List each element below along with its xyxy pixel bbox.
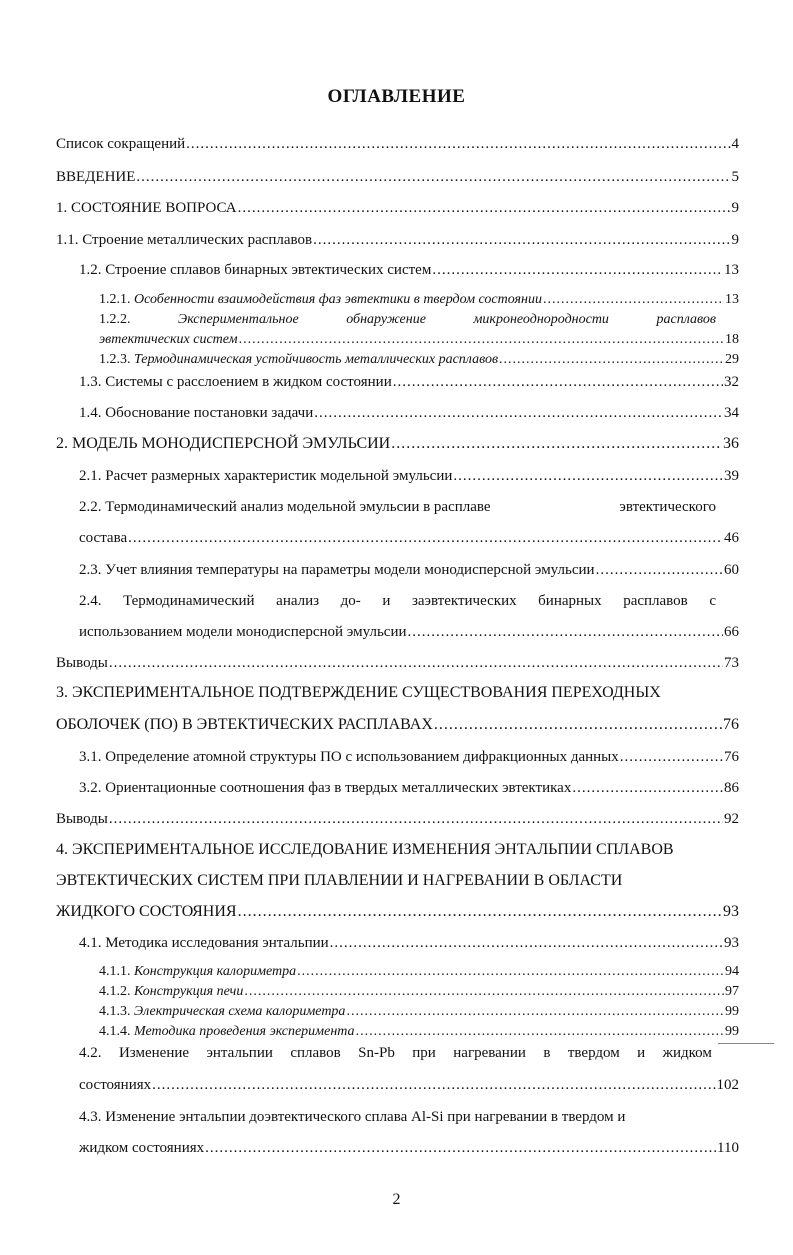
leader-dots xyxy=(393,372,723,392)
toc-entry-text: Выводы xyxy=(56,655,108,671)
toc-entry xyxy=(99,1022,739,1042)
toc-entry-number: 2.4. xyxy=(79,593,102,609)
toc-entry xyxy=(56,434,739,454)
toc-entry-text: 1.2. Строение сплавов бинарных эвтектических систем xyxy=(79,262,432,278)
toc-entry-line1 xyxy=(79,591,716,611)
toc-entry-text: эвтектических систем xyxy=(99,332,238,347)
toc-entry-number: 1.2.2. xyxy=(99,312,131,327)
leader-dots xyxy=(109,809,723,829)
toc-page-number: 102 xyxy=(716,1077,739,1093)
toc-entry xyxy=(79,1138,739,1158)
toc-page-number: 92 xyxy=(724,811,739,827)
toc-entry xyxy=(56,230,739,250)
leader-dots xyxy=(239,330,724,350)
toc-entry xyxy=(56,167,739,187)
toc-entry-word: эвтектического xyxy=(619,499,716,515)
leader-dots xyxy=(313,230,730,250)
toc-entry-text: использованием модели монодисперсной эмульсии xyxy=(79,624,407,640)
toc-entry-text: Конструкция печи xyxy=(134,984,244,999)
leader-dots xyxy=(499,350,724,370)
toc-entry-word: нагревании xyxy=(453,1045,526,1061)
toc-entry-text: 4.3. Изменение энтальпии доэвтектического сплава Al-Si при нагревании в твердом и xyxy=(79,1109,626,1125)
toc-page-number: 4 xyxy=(731,136,739,152)
leader-dots xyxy=(453,466,723,486)
toc-entry xyxy=(56,198,739,218)
toc-entry-word: с xyxy=(709,593,716,609)
toc-entry-text: ВВЕДЕНИЕ xyxy=(56,169,136,185)
toc-page-number: 5 xyxy=(731,169,739,185)
toc-entry-line1 xyxy=(79,497,716,517)
toc-entry-word: расплавов xyxy=(656,312,716,327)
toc-entry-number: 4.2. xyxy=(79,1045,102,1061)
leader-dots xyxy=(391,434,722,454)
toc-entry xyxy=(79,933,739,953)
toc-page-number: 99 xyxy=(725,1024,739,1039)
toc-page-number: 93 xyxy=(724,935,739,951)
toc-entry-word: Экспериментальное xyxy=(178,312,299,327)
toc-entry-text: Список сокращений xyxy=(56,136,186,152)
toc-page-number: 13 xyxy=(725,292,739,307)
leader-dots xyxy=(543,290,724,310)
toc-entry-number: 1.2.1. xyxy=(99,292,131,307)
toc-entry-word: Изменение xyxy=(118,1045,190,1061)
toc-entry-text: 4.1. Методика исследования энтальпии xyxy=(79,935,329,951)
leader-dots xyxy=(205,1138,716,1158)
toc-entry-line2 xyxy=(56,871,716,891)
toc-entry xyxy=(99,350,739,370)
toc-page-number: 32 xyxy=(724,374,739,390)
leader-dots xyxy=(314,403,723,423)
toc-entry-word: Sn-Pb xyxy=(358,1045,395,1061)
toc-page-number: 9 xyxy=(731,200,739,216)
toc-entry-text: состояниях xyxy=(79,1077,152,1093)
toc-page-number: 29 xyxy=(725,352,739,367)
toc-entry xyxy=(99,330,739,350)
toc-entry xyxy=(79,1075,739,1095)
toc-entry xyxy=(99,962,739,982)
toc-entry xyxy=(99,1002,739,1022)
toc-entry-word: микронеоднородности xyxy=(473,312,609,327)
toc-entry-text: Электрическая схема калориметра xyxy=(134,1004,346,1019)
toc-entry-word: обнаружение xyxy=(346,312,426,327)
toc-entry-word: энтальпии xyxy=(206,1045,273,1061)
toc-entry-text: Особенности взаимодействия фаз эвтектики в твердом состоянии xyxy=(134,292,542,307)
toc-page-number: 13 xyxy=(724,262,739,278)
toc-entry xyxy=(79,528,739,548)
toc-entry-word: расплавов xyxy=(623,593,688,609)
toc-entry-text: Методика проведения эксперимента xyxy=(134,1024,355,1039)
toc-entry-word: при xyxy=(412,1045,436,1061)
toc-entry-text: 1. СОСТОЯНИЕ ВОПРОСА xyxy=(56,200,237,216)
toc-page-number: 94 xyxy=(725,964,739,979)
leader-dots xyxy=(109,653,723,673)
toc-entry-word: анализ xyxy=(276,593,320,609)
toc-entry xyxy=(56,653,739,673)
leader-dots xyxy=(596,560,723,580)
toc-entry-word: сплавов xyxy=(290,1045,341,1061)
toc-page-number: 18 xyxy=(725,332,739,347)
toc-page-number: 60 xyxy=(724,562,739,578)
toc-entry xyxy=(99,290,739,310)
toc-entry-number: 1.2.3. xyxy=(99,352,131,367)
leader-dots xyxy=(346,1002,724,1022)
toc-entry-line1 xyxy=(56,840,716,860)
toc-entry-word: в xyxy=(543,1045,551,1061)
leader-dots xyxy=(330,933,723,953)
toc-page-number: 66 xyxy=(724,624,739,640)
toc-page-number: 76 xyxy=(723,716,739,733)
toc-entry-text: Термодинамическая устойчивость металлических расплавов xyxy=(134,352,499,367)
toc-page-number: 73 xyxy=(724,655,739,671)
toc-entry-text: 2. МОДЕЛЬ МОНОДИСПЕРСНОЙ ЭМУЛЬСИИ xyxy=(56,435,391,452)
toc-entry-line1 xyxy=(79,1107,716,1127)
toc-page-number: 76 xyxy=(724,749,739,765)
toc-entry-number: 4.1.4. xyxy=(99,1024,131,1039)
toc-entry-word: бинарных xyxy=(538,593,602,609)
toc-entry xyxy=(79,372,739,392)
toc-page-number: 9 xyxy=(731,232,739,248)
leader-dots xyxy=(136,167,730,187)
toc-page-number: 99 xyxy=(725,1004,739,1019)
toc-entry-text: 1.1. Строение металлических расплавов xyxy=(56,232,313,248)
toc-entry xyxy=(79,260,739,280)
toc-entry-word: и xyxy=(637,1045,646,1061)
toc-entry xyxy=(99,982,739,1002)
toc-entry xyxy=(56,809,739,829)
leader-dots xyxy=(356,1022,724,1042)
toc-entry xyxy=(79,560,739,580)
toc-entry-word: твердом xyxy=(567,1045,620,1061)
toc-entry-text: 3. ЭКСПЕРИМЕНТАЛЬНОЕ ПОДТВЕРЖДЕНИЕ СУЩЕСТВОВАНИЯ ПЕРЕХОДНЫХ xyxy=(56,684,661,701)
toc-entry-word: заэвтектических xyxy=(411,593,517,609)
toc-page-number: 110 xyxy=(717,1140,739,1156)
page-title: ОГЛАВЛЕНИЕ xyxy=(327,86,466,107)
toc-entry-text: 1.4. Обоснование постановки задачи xyxy=(79,405,314,421)
toc-entry xyxy=(56,902,739,922)
toc-entry xyxy=(79,466,739,486)
toc-page-number: 39 xyxy=(724,468,739,484)
toc-entry-text: ЖИДКОГО СОСТОЯНИЯ xyxy=(56,903,237,920)
leader-dots xyxy=(238,902,722,922)
leader-dots xyxy=(432,260,723,280)
toc-entry xyxy=(79,622,739,642)
toc-entry-line1 xyxy=(99,310,716,330)
toc-entry-text: 2.3. Учет влияния температуры на параметры модели монодисперсной эмульсии xyxy=(79,562,595,578)
toc-entry-word: жидком xyxy=(662,1045,712,1061)
toc-entry xyxy=(56,134,739,154)
toc-entry-text: 3.2. Ориентационные соотношения фаз в твердых металлических эвтектиках xyxy=(79,780,572,796)
toc-entry-word: Термодинамический xyxy=(123,593,255,609)
scan-mark xyxy=(718,1043,774,1044)
toc-page-number: 86 xyxy=(724,780,739,796)
toc-entry-word: и xyxy=(382,593,391,609)
leader-dots xyxy=(434,715,722,735)
toc-entry-number: 4.1.3. xyxy=(99,1004,131,1019)
toc-entry-line1 xyxy=(56,683,716,703)
toc-entry-text: жидком состояниях xyxy=(79,1140,205,1156)
toc-entry-text: Выводы xyxy=(56,811,108,827)
toc-entry xyxy=(56,715,739,735)
toc-page-number: 36 xyxy=(723,435,739,452)
leader-dots xyxy=(152,1075,715,1095)
toc-entry-text: 2.2. Термодинамический анализ модельной эмульсии в расплаве xyxy=(79,499,491,515)
leader-dots xyxy=(244,982,724,1002)
toc-entry-text: ЭВТЕКТИЧЕСКИХ СИСТЕМ ПРИ ПЛАВЛЕНИИ И НАГРЕВАНИИ В ОБЛАСТИ xyxy=(56,872,623,889)
leader-dots xyxy=(620,747,723,767)
leader-dots xyxy=(128,528,723,548)
toc-entry xyxy=(79,403,739,423)
toc-page-number: 97 xyxy=(725,984,739,999)
toc-entry-text: 3.1. Определение атомной структуры ПО с использованием дифракционных данных xyxy=(79,749,619,765)
toc-entry-text: 4. ЭКСПЕРИМЕНТАЛЬНОЕ ИССЛЕДОВАНИЕ ИЗМЕНЕНИЯ ЭНТАЛЬПИИ СПЛАВОВ xyxy=(56,841,674,858)
toc-entry xyxy=(79,747,739,767)
toc-page-number: 46 xyxy=(724,530,739,546)
leader-dots xyxy=(297,962,724,982)
page-number: 2 xyxy=(392,1191,401,1208)
toc-entry-text: 1.3. Системы с расслоением в жидком состоянии xyxy=(79,374,392,390)
toc-page-number: 93 xyxy=(723,903,739,920)
toc-entry-text: 2.1. Расчет размерных характеристик модельной эмульсии xyxy=(79,468,453,484)
leader-dots xyxy=(186,134,730,154)
toc-entry-text: Конструкция калориметра xyxy=(134,964,297,979)
leader-dots xyxy=(238,198,731,218)
toc-entry-text: состава xyxy=(79,530,128,546)
leader-dots xyxy=(572,778,723,798)
toc-entry-text: ОБОЛОЧЕК (ПО) В ЭВТЕКТИЧЕСКИХ РАСПЛАВАХ xyxy=(56,716,433,733)
toc-entry-line1 xyxy=(79,1043,712,1063)
leader-dots xyxy=(408,622,723,642)
toc-entry-number: 4.1.2. xyxy=(99,984,131,999)
toc-entry xyxy=(79,778,739,798)
toc-entry-number: 4.1.1. xyxy=(99,964,131,979)
toc-entry-word: до- xyxy=(340,593,361,609)
toc-page-number: 34 xyxy=(724,405,739,421)
